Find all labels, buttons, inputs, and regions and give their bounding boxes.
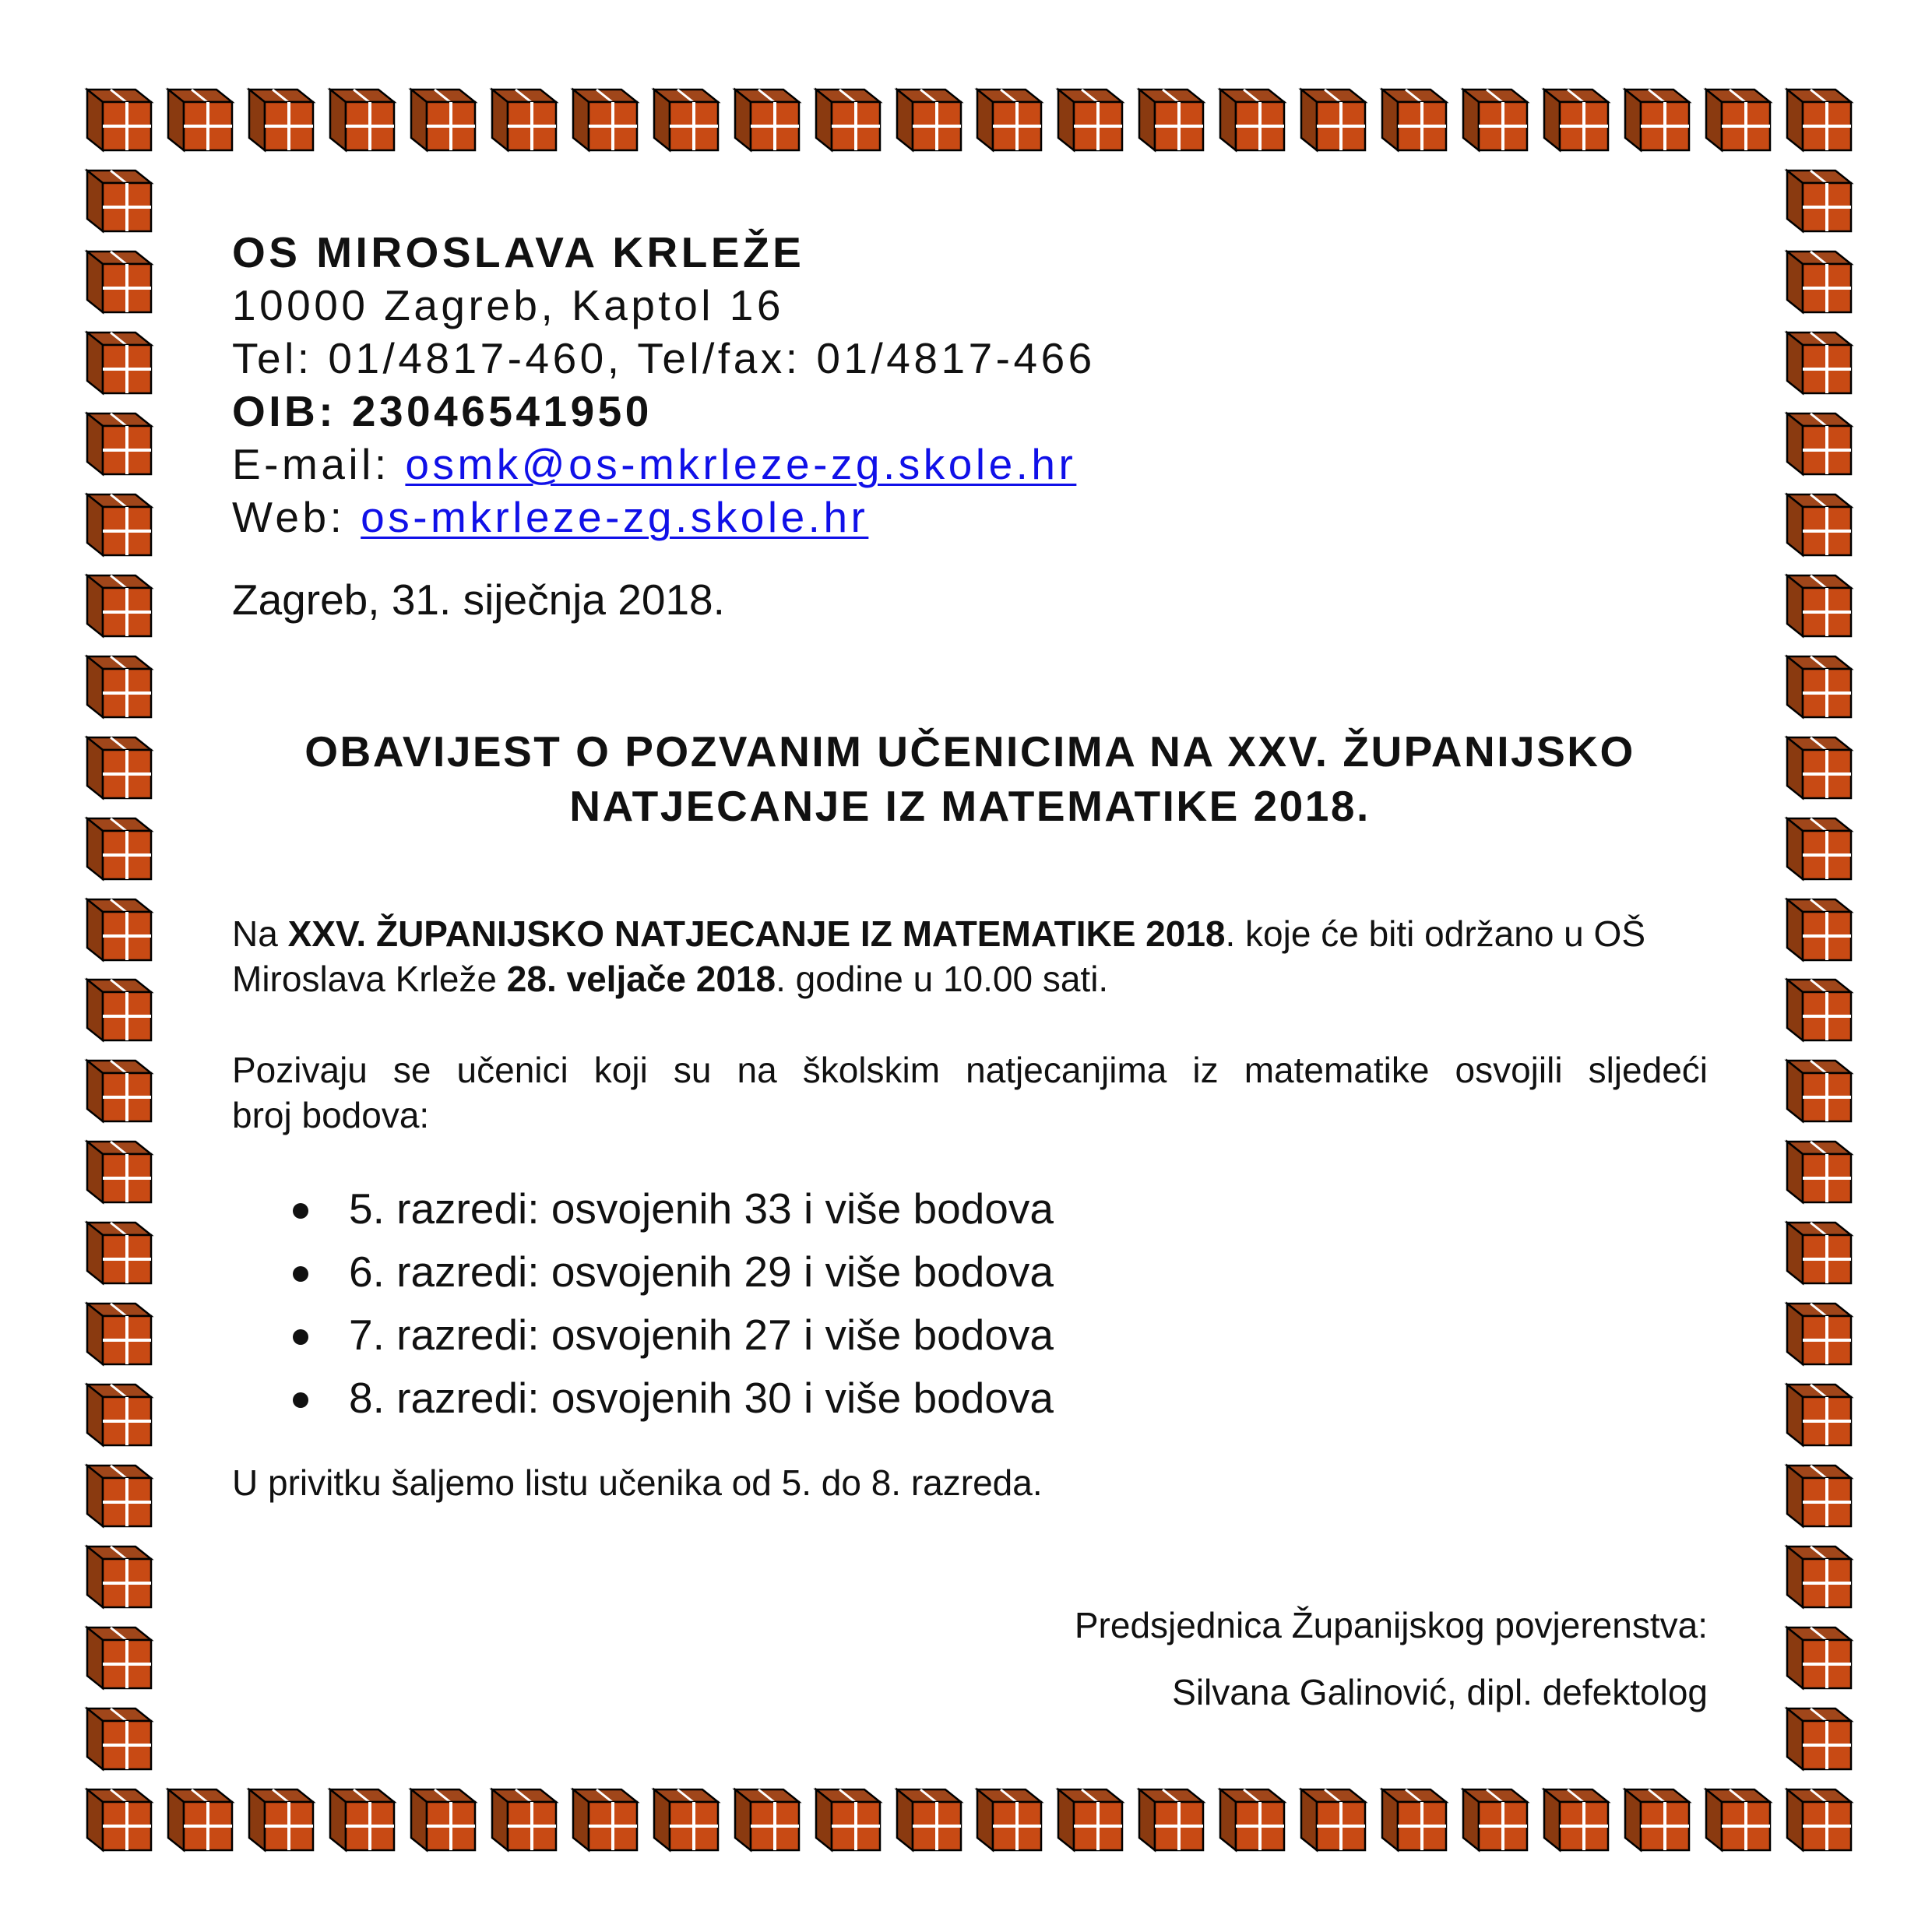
list-item-text: 7. razredi: osvojenih 27 i više bodova [349,1311,1054,1359]
letter-date: Zagreb, 31. siječnja 2018. [232,575,725,624]
email-link[interactable]: osmk@os-mkrleze-zg.skole.hr [405,440,1077,488]
box-icon [411,90,475,150]
school-oib: OIB: 23046541950 [232,387,653,435]
box-icon [1787,90,1851,150]
box-icon [1301,1789,1365,1850]
box-icon [816,1789,880,1850]
box-icon [411,1789,475,1850]
invite-line-1: Pozivaju se učenici koji su na školskim natjecanjima iz matematike osvojili sljedeći [232,1050,1708,1090]
intro-text-1: Na [232,913,288,954]
school-address: 10000 Zagreb, Kaptol 16 [232,281,784,329]
list-item [232,1367,1054,1430]
box-icon [654,90,718,150]
box-icon [1220,1789,1284,1850]
box-icon [1787,1789,1851,1850]
box-icon [87,252,151,312]
box-icon [1787,1304,1851,1364]
box-icon [249,1789,313,1850]
box-icon [1787,333,1851,393]
school-name: OS MIROSLAVA KRLEŽE [232,228,805,276]
box-icon [573,90,637,150]
points-list [232,1177,1054,1430]
list-item-text: 8. razredi: osvojenih 30 i više bodova [349,1374,1054,1422]
school-email-line [232,438,1708,491]
invite-paragraph [232,1047,1708,1138]
letter-body [232,226,1708,1712]
box-icon [1787,1709,1851,1769]
invite-line-2: broj bodova: [232,1095,430,1135]
box-icon [87,1223,151,1283]
box-icon [1463,90,1527,150]
school-web-line [232,491,1708,544]
box-icon [87,413,151,474]
box-icon [1787,575,1851,636]
box-icon [1382,1789,1446,1850]
box-icon [1625,1789,1689,1850]
box-icon [654,1789,718,1850]
box-icon [1787,980,1851,1040]
box-icon [1706,1789,1770,1850]
box-icon [1787,1142,1851,1202]
box-icon [1787,1061,1851,1121]
box-icon [1787,1466,1851,1526]
box-icon [87,1061,151,1121]
box-icon [492,90,556,150]
box-icon [87,90,151,150]
web-link[interactable]: os-mkrleze-zg.skole.hr [361,493,869,541]
notice-title [185,724,1754,833]
competition-name: XXV. ŽUPANIJSKO NATJECANJE IZ MATEMATIKE 2018 [287,913,1226,954]
box-icon [87,818,151,879]
competition-date: 28. veljače 2018 [506,959,776,999]
box-icon [977,1789,1041,1850]
box-icon [168,1789,232,1850]
letterhead [232,226,1708,544]
box-icon [492,1789,556,1850]
attachment-note: U privitku šaljemo listu učenika od 5. do 8. razreda. [232,1462,1043,1503]
box-icon [897,1789,961,1850]
box-icon [735,1789,799,1850]
box-icon [1139,90,1203,150]
box-icon [1787,1547,1851,1607]
box-icon [330,1789,394,1850]
box-icon [87,1385,151,1445]
box-icon [87,1709,151,1769]
web-label: Web: [232,493,361,541]
box-icon [1787,818,1851,879]
box-icon [87,1466,151,1526]
box-icon [1787,899,1851,960]
box-icon [87,575,151,636]
box-icon [87,171,151,231]
bullet-icon [293,1392,308,1408]
bullet-icon [293,1266,308,1282]
box-icon [1787,252,1851,312]
box-icon [1058,1789,1122,1850]
school-phone: Tel: 01/4817-460, Tel/fax: 01/4817-466 [232,334,1096,382]
box-icon [1544,90,1608,150]
box-icon [1463,1789,1527,1850]
box-icon [1544,1789,1608,1850]
box-icon [87,899,151,960]
list-item-text: 5. razredi: osvojenih 33 i više bodova [349,1184,1054,1233]
box-icon [897,90,961,150]
box-icon [87,1547,151,1607]
box-icon [87,333,151,393]
bullet-icon [293,1203,308,1219]
intro-text-3: . godine u 10.00 sati. [776,959,1109,999]
intro-text-2: . koje će biti održano u OŠ Miroslava Krleže [232,913,1646,999]
box-icon [816,90,880,150]
box-icon [87,1142,151,1202]
box-icon [735,90,799,150]
box-icon [1706,90,1770,150]
box-icon [87,494,151,555]
intro-paragraph [232,911,1708,1001]
box-icon [1220,90,1284,150]
box-icon [1787,656,1851,717]
box-icon [87,656,151,717]
notice-title-line-1: OBAVIJEST O POZVANIM UČENICIMA NA XXV. ŽUPANIJSKO [304,727,1635,776]
box-icon [1787,1385,1851,1445]
box-icon [1139,1789,1203,1850]
box-icon [1787,494,1851,555]
bullet-icon [293,1329,308,1345]
box-icon [1787,1628,1851,1688]
box-icon [1787,413,1851,474]
box-icon [249,90,313,150]
box-icon [1787,1223,1851,1283]
signature-name: Silvana Galinović, dipl. defektolog [1172,1672,1708,1712]
notice-title-line-2: NATJECANJE IZ MATEMATIKE 2018. [569,782,1371,830]
box-icon [87,980,151,1040]
box-icon [87,737,151,798]
box-icon [330,90,394,150]
box-icon [1382,90,1446,150]
email-label: E-mail: [232,440,406,488]
box-icon [87,1628,151,1688]
box-icon [977,90,1041,150]
box-icon [1787,171,1851,231]
list-item-text: 6. razredi: osvojenih 29 i više bodova [349,1248,1054,1296]
box-icon [168,90,232,150]
box-icon [1625,90,1689,150]
list-item [232,1304,1054,1367]
list-item [232,1240,1054,1304]
signature-role: Predsjednica Županijskog povjerenstva: [1074,1605,1708,1645]
box-icon [87,1789,151,1850]
box-icon [573,1789,637,1850]
box-icon [1787,737,1851,798]
box-icon [1058,90,1122,150]
box-icon [1301,90,1365,150]
box-icon [87,1304,151,1364]
list-item [232,1177,1054,1240]
